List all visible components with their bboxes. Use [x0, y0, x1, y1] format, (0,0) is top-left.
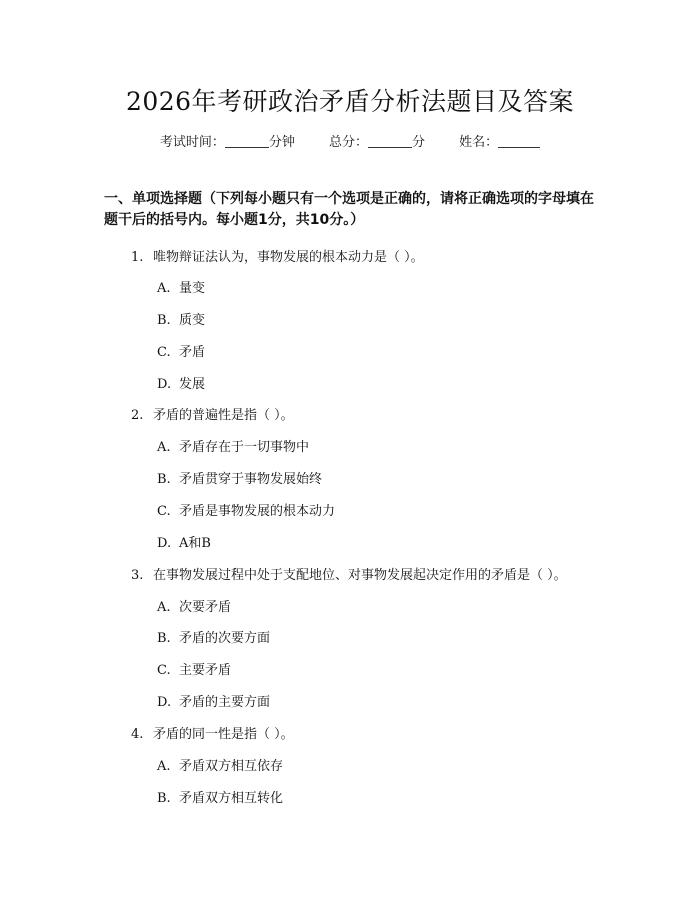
option-text: 矛盾双方相互依存 — [179, 759, 284, 774]
option-3a[interactable] — [157, 596, 231, 615]
option-text: 矛盾的次要方面 — [179, 631, 271, 646]
option-2a[interactable] — [157, 436, 309, 455]
exam-time-blank[interactable] — [225, 134, 269, 148]
question-3 — [131, 564, 567, 583]
option-3c[interactable] — [157, 659, 231, 678]
question-2 — [131, 404, 294, 423]
total-score-label: 总分： — [328, 135, 368, 150]
option-letter: C. — [157, 663, 171, 678]
section-heading: 一、单项选择题（下列每小题只有一个选项是正确的，请将正确选项的字母填在题干后的括号内。每小题1分，共10分。） — [104, 191, 594, 228]
option-1a[interactable] — [157, 277, 205, 296]
option-letter: B. — [157, 631, 171, 646]
option-letter: D. — [157, 377, 172, 392]
option-3d[interactable] — [157, 691, 270, 710]
option-letter: A. — [157, 759, 171, 774]
total-score-unit: 分 — [412, 135, 426, 150]
question-text: 唯物辩证法认为，事物发展的根本动力是（ ）。 — [153, 250, 424, 265]
option-1d[interactable] — [157, 373, 205, 392]
question-number: 3. — [131, 568, 144, 583]
option-text: 矛盾 — [179, 345, 206, 360]
option-text: 矛盾双方相互转化 — [179, 791, 284, 806]
option-letter: A. — [157, 281, 171, 296]
option-letter: B. — [157, 313, 171, 328]
option-text: 矛盾存在于一切事物中 — [179, 440, 310, 455]
option-2d[interactable] — [157, 532, 211, 551]
page-title: 2026年考研政治矛盾分析法题目及答案 — [125, 87, 575, 116]
question-number: 4. — [131, 727, 144, 742]
name-label: 姓名： — [459, 135, 499, 150]
question-number: 1. — [131, 250, 144, 265]
option-text: 质变 — [179, 313, 206, 328]
option-letter: C. — [157, 345, 171, 360]
option-letter: B. — [157, 791, 171, 806]
exam-time-field — [160, 131, 295, 150]
option-text: 次要矛盾 — [179, 600, 232, 615]
name-blank[interactable] — [498, 134, 540, 148]
option-letter: B. — [157, 472, 171, 487]
question-number: 2. — [131, 408, 144, 423]
option-text: 矛盾的主要方面 — [179, 695, 271, 710]
option-1c[interactable] — [157, 341, 205, 360]
total-score-blank[interactable] — [368, 134, 412, 148]
option-letter: D. — [157, 536, 172, 551]
option-text: 量变 — [179, 281, 206, 296]
option-text: 矛盾是事物发展的根本动力 — [179, 504, 336, 519]
option-text: 主要矛盾 — [179, 663, 232, 678]
option-text: 矛盾贯穿于事物发展始终 — [179, 472, 323, 487]
exam-time-unit: 分钟 — [268, 135, 295, 150]
total-score-field — [329, 131, 425, 150]
option-4b[interactable] — [157, 787, 283, 806]
option-4a[interactable] — [157, 755, 283, 774]
option-2c[interactable] — [157, 500, 335, 519]
question-text: 矛盾的同一性是指（ ）。 — [153, 727, 294, 742]
option-text: 发展 — [179, 377, 206, 392]
question-text: 矛盾的普遍性是指（ ）。 — [153, 408, 294, 423]
option-letter: C. — [157, 504, 171, 519]
exam-time-label: 考试时间： — [159, 135, 225, 150]
option-text: A和B — [179, 536, 211, 551]
option-letter: A. — [157, 440, 171, 455]
option-3b[interactable] — [157, 627, 270, 646]
option-letter: D. — [157, 695, 172, 710]
question-4 — [131, 723, 294, 742]
question-1 — [131, 246, 424, 265]
option-letter: A. — [157, 600, 171, 615]
question-text: 在事物发展过程中处于支配地位、对事物发展起决定作用的矛盾是（ ）。 — [153, 568, 567, 583]
name-field — [459, 131, 540, 150]
exam-meta-line — [0, 131, 700, 150]
option-1b[interactable] — [157, 309, 205, 328]
option-2b[interactable] — [157, 468, 322, 487]
